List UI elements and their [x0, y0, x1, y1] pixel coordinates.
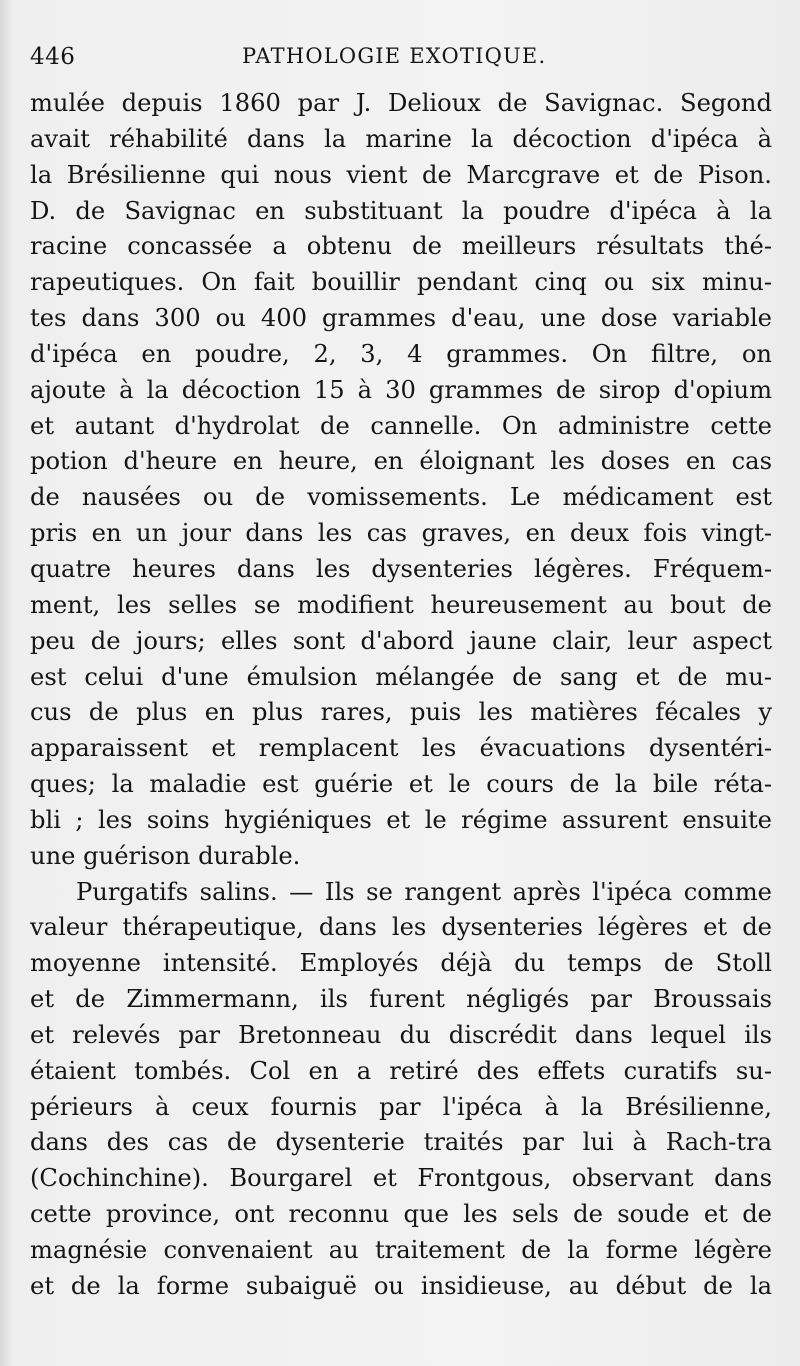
text-line: de nausées ou de vomissements. Le médicament est — [30, 483, 772, 512]
running-title: PATHOLOGIE EXOTIQUE. — [242, 44, 547, 68]
text-line: pris en un jour dans les cas graves, en deux fois vingt- — [30, 519, 772, 548]
text-line: et de Zimmermann, ils furent négligés par Broussais — [30, 985, 772, 1014]
text-line: étaient tombés. Col en a retiré des effets curatifs su- — [30, 1056, 772, 1085]
text-line: est celui d'une émulsion mélangée de sang et de mu- — [30, 662, 772, 691]
text-line: potion d'heure en heure, en éloignant les doses en cas — [30, 447, 772, 476]
text-line: et autant d'hydrolat de cannelle. On administre cette — [30, 411, 772, 440]
text-line: tes dans 300 ou 400 grammes d'eau, une dose variable — [30, 304, 772, 333]
text-line: d'ipéca en poudre, 2, 3, 4 grammes. On filtre, on — [30, 339, 772, 368]
text-line: moyenne intensité. Employés déjà du temps de Stoll — [30, 949, 772, 978]
text-line: avait réhabilité dans la marine la décoction d'ipéca à — [30, 124, 772, 153]
text-line: ment, les selles se modifient heureusement au bout de — [30, 590, 772, 619]
text-line: ajoute à la décoction 15 à 30 grammes de sirop d'opium — [30, 375, 772, 404]
paragraph-start-line: Purgatifs salins. — Ils se rangent après l'ipéca comme — [76, 877, 772, 906]
text-line: périeurs à ceux fournis par l'ipéca à la Brésilienne, — [30, 1092, 772, 1121]
text-line: quatre heures dans les dysenteries légères. Fréquem- — [30, 554, 772, 583]
text-line: rapeutiques. On fait bouillir pendant cinq ou six minu- — [30, 268, 772, 297]
text-line: valeur thérapeutique, dans les dysenteries légères et de — [30, 913, 772, 942]
text-line: apparaissent et remplacent les évacuations dysentéri- — [30, 734, 772, 763]
text-line: peu de jours; elles sont d'abord jaune clair, leur aspect — [30, 626, 772, 655]
text-line: cette province, ont reconnu que les sels de soude et de — [30, 1200, 772, 1229]
text-line: D. de Savignac en substituant la poudre d'ipéca à la — [30, 196, 772, 225]
text-line: magnésie convenaient au traitement de la forme légère — [30, 1236, 772, 1264]
page-header — [30, 44, 770, 78]
text-line: une guérison durable. — [30, 841, 301, 870]
text-line: la Brésilienne qui nous vient de Marcgrave et de Pison. — [30, 160, 772, 189]
text-line: racine concassée a obtenu de meilleurs résultats thé- — [30, 232, 772, 261]
text-line: mulée depuis 1860 par J. Delioux de Savignac. Segond — [30, 89, 772, 117]
text-line: et relevés par Bretonneau du discrédit dans lequel ils — [30, 1020, 772, 1049]
text-line: (Cochinchine). Bourgarel et Frontgous, observant dans — [30, 1164, 772, 1193]
text-line: cus de plus en plus rares, puis les matières fécales y — [30, 698, 772, 727]
body-text — [30, 86, 772, 1305]
text-line: dans des cas de dysenterie traités par lui à Rach-tra — [30, 1128, 772, 1157]
text-line: bli ; les soins hygiéniques et le régime assurent ensuite — [30, 805, 772, 834]
text-line: et de la forme subaiguë ou insidieuse, au début de la — [30, 1271, 772, 1300]
text-line: ques; la maladie est guérie et le cours de la bile réta- — [30, 770, 772, 799]
page-number: 446 — [30, 44, 76, 70]
